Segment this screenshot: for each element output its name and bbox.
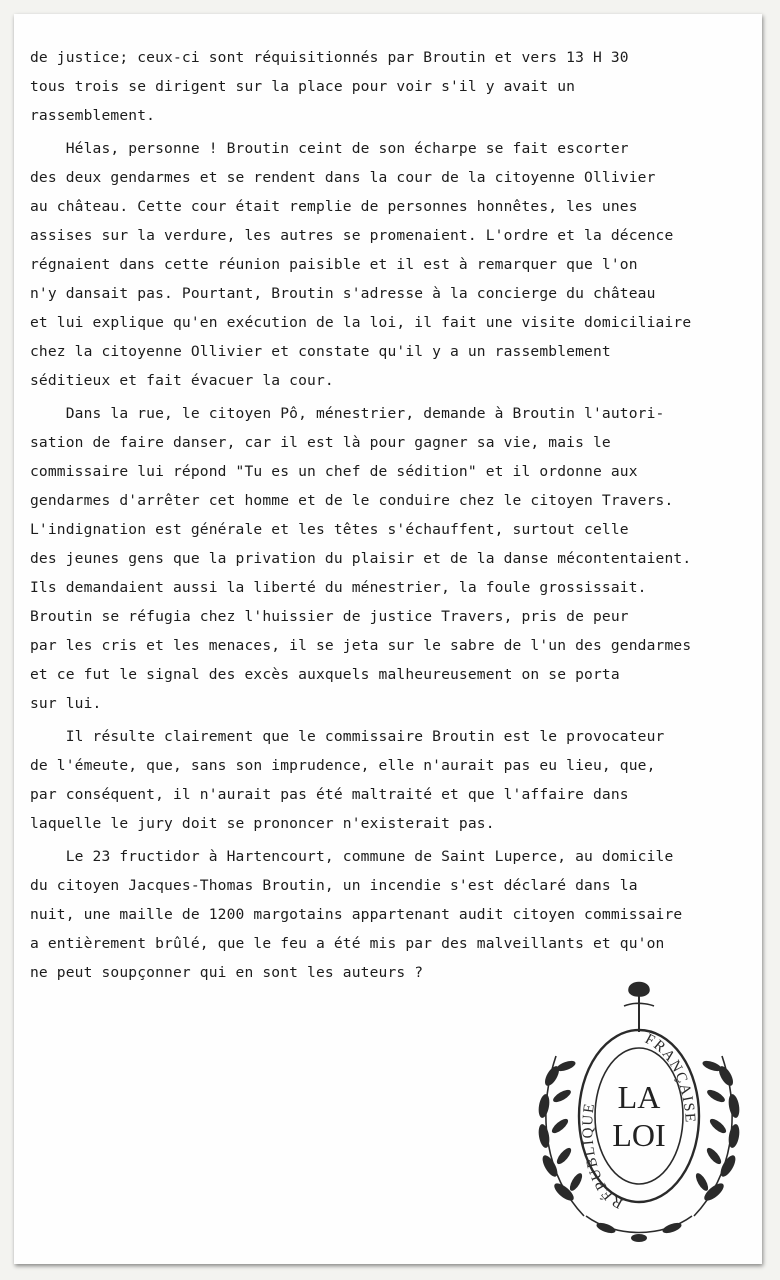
text-line: Hélas, personne ! Broutin ceint de son écharpe se fait escorter	[30, 140, 629, 157]
text-line: tous trois se dirigent sur la place pour voir s'il y avait un	[30, 78, 576, 95]
text-line: de justice; ceux-ci sont réquisitionnés par Broutin et vers 13 H 30	[30, 49, 629, 66]
text-line: Dans la rue, le citoyen Pô, ménestrier, demande à Broutin l'autori-	[30, 405, 665, 422]
text-line: des jeunes gens que la privation du plaisir et de la danse mécontentaient.	[30, 550, 692, 567]
text-line: Broutin se réfugia chez l'huissier de justice Travers, pris de peur	[30, 608, 629, 625]
document-body	[30, 43, 758, 987]
republic-seal-icon	[526, 976, 752, 1250]
text-line: par conséquent, il n'aurait pas été maltraité et que l'affaire dans	[30, 786, 629, 803]
seal-text-la: LA	[617, 1079, 661, 1115]
text-line: a entièrement brûlé, que le feu a été mis par des malveillants et qu'on	[30, 935, 665, 952]
seal-text-loi: LOI	[612, 1117, 666, 1153]
text-line: sur lui.	[30, 695, 102, 712]
text-line: sation de faire danser, car il est là pour gagner sa vie, mais le	[30, 434, 611, 451]
seal-ring-text-left: RÉPUBLIQUE	[580, 1101, 626, 1212]
text-line: au château. Cette cour était remplie de personnes honnêtes, les unes	[30, 198, 638, 215]
text-line: et ce fut le signal des excès auxquels malheureusement on se porta	[30, 666, 620, 683]
text-line: n'y dansait pas. Pourtant, Broutin s'adresse à la concierge du château	[30, 285, 656, 302]
text-line: régnaient dans cette réunion paisible et il est à remarquer que l'on	[30, 256, 638, 273]
text-line: commissaire lui répond "Tu es un chef de sédition" et il ordonne aux	[30, 463, 638, 480]
text-line: de l'émeute, que, sans son imprudence, elle n'aurait pas eu lieu, que,	[30, 757, 656, 774]
text-line: nuit, une maille de 1200 margotains appartenant audit citoyen commissaire	[30, 906, 683, 923]
text-line: et lui explique qu'en exécution de la loi, il fait une visite domiciliaire	[30, 314, 692, 331]
document-page	[14, 14, 762, 1264]
seal-ring-text-right: FRANÇAISE	[642, 1031, 698, 1125]
text-line: par les cris et les menaces, il se jeta sur le sabre de l'un des gendarmes	[30, 637, 692, 654]
text-line: Il résulte clairement que le commissaire Broutin est le provocateur	[30, 728, 665, 745]
text-line: rassemblement.	[30, 107, 156, 124]
text-line: Ils demandaient aussi la liberté du ménestrier, la foule grossissait.	[30, 579, 647, 596]
text-line: L'indignation est générale et les têtes s'échauffent, surtout celle	[30, 521, 629, 538]
text-line: chez la citoyenne Ollivier et constate qu'il y a un rassemblement	[30, 343, 611, 360]
text-line: ne peut soupçonner qui en sont les auteurs ?	[30, 964, 424, 981]
text-line: gendarmes d'arrêter cet homme et de le conduire chez le citoyen Travers.	[30, 492, 674, 509]
text-line: Le 23 fructidor à Hartencourt, commune de Saint Luperce, au domicile	[30, 848, 674, 865]
text-line: laquelle le jury doit se prononcer n'existerait pas.	[30, 815, 495, 832]
text-line: du citoyen Jacques-Thomas Broutin, un incendie s'est déclaré dans la	[30, 877, 638, 894]
text-line: assises sur la verdure, les autres se promenaient. L'ordre et la décence	[30, 227, 674, 244]
text-line: séditieux et fait évacuer la cour.	[30, 372, 334, 389]
text-line: des deux gendarmes et se rendent dans la cour de la citoyenne Ollivier	[30, 169, 656, 186]
